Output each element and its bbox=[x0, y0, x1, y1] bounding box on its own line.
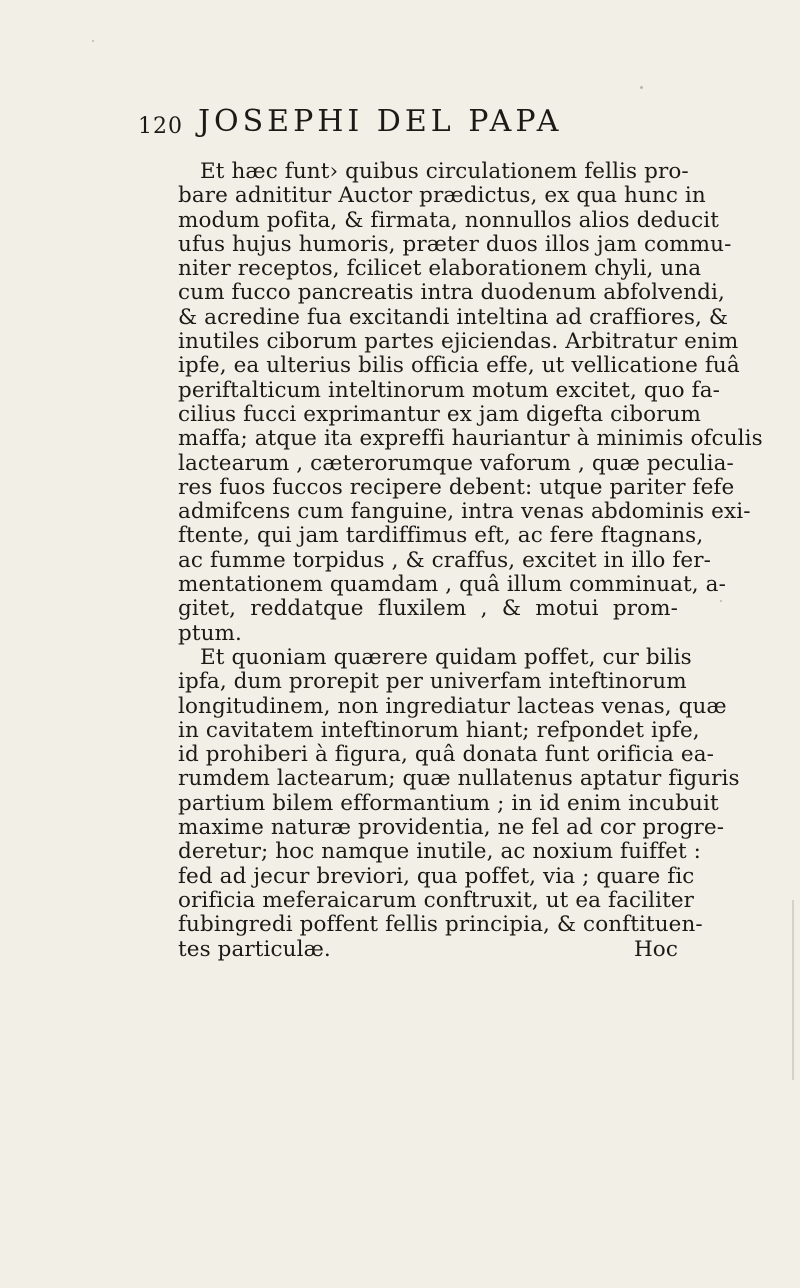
text-line: ptum. bbox=[178, 620, 242, 646]
text-line: Et quoniam quærere quidam poffet, cur bilis bbox=[200, 644, 692, 670]
text-line: inutiles ciborum partes ejiciendas. Arbitratur enim bbox=[178, 329, 739, 355]
page-header bbox=[138, 104, 698, 148]
text-line: longitudinem, non ingrediatur lacteas venas, quæ bbox=[178, 693, 727, 719]
text-line: ufus hujus humoris, præter duos illos jam commu- bbox=[178, 231, 732, 257]
paper-speck bbox=[640, 86, 643, 89]
text-line: fed ad jecur breviori, qua poffet, via ; quare fic bbox=[178, 863, 695, 889]
text-line: cilius fucci exprimantur ex jam digefta ciborum bbox=[178, 401, 701, 427]
text-line: in cavitatem inteftinorum hiant; refpondet ipfe, bbox=[178, 717, 700, 743]
text-line: ac fumme torpidus , & craffus, excitet in illo fer- bbox=[178, 547, 711, 573]
paper-speck bbox=[92, 40, 94, 42]
text-line: & acredine fua excitandi inteltina ad craffiores, & bbox=[178, 304, 729, 330]
body-text bbox=[178, 159, 763, 962]
text-line: rumdem lactearum; quæ nullatenus aptatur figuris bbox=[178, 766, 740, 792]
text-line: ftente, qui jam tardiffimus eft, ac fere ftagnans, bbox=[178, 523, 704, 549]
text-line: lactearum , cæterorumque vaforum , quæ peculia- bbox=[178, 450, 734, 476]
text-line: Et hæc funt› quibus circulationem fellis pro- bbox=[200, 159, 689, 184]
page-edge-shadow bbox=[792, 900, 794, 1080]
text-line: fubingredi poffent fellis principia, & conftituen- bbox=[178, 912, 703, 938]
running-head: JOSEPHI DEL PAPA bbox=[198, 104, 563, 139]
text-line: admifcens cum fanguine, intra venas abdominis exi- bbox=[178, 499, 751, 525]
text-line-end: tes particulæ. bbox=[178, 936, 331, 962]
text-line: niter receptos, fcilicet elaborationem chyli, una bbox=[178, 256, 702, 282]
text-line: partium bilem efformantium ; in id enim incubuit bbox=[178, 790, 719, 816]
text-line-with-catchword bbox=[178, 938, 678, 962]
text-line: periftalticum inteltinorum motum excitet, quo fa- bbox=[178, 377, 720, 403]
text-line: deretur; hoc namque inutile, ac noxium fuiffet : bbox=[178, 839, 701, 865]
text-line: gitet, reddatque fluxilem , & motui prom- bbox=[178, 596, 678, 622]
text-line: id prohiberi à figura, quâ donata funt orificia ea- bbox=[178, 742, 714, 768]
text-line: orificia meferaicarum conftruxit, ut ea faciliter bbox=[178, 887, 695, 913]
text-line: ipfa, dum prorepit per univerfam inteftinorum bbox=[178, 669, 687, 695]
page-number: 120 bbox=[138, 114, 183, 139]
text-line: maffa; atque ita expreffi hauriantur à minimis ofculis bbox=[178, 426, 763, 452]
text-line: cum fucco pancreatis intra duodenum abfolvendi, bbox=[178, 280, 725, 306]
catchword: Hoc bbox=[633, 936, 678, 962]
text-line: res fuos fuccos recipere debent: utque pariter fefe bbox=[178, 474, 735, 500]
text-line: ipfe, ea ulterius bilis officia effe, ut vellicatione fuâ bbox=[178, 353, 740, 379]
paper-speck bbox=[720, 600, 722, 602]
text-line: bare adnititur Auctor prædictus, ex qua hunc in bbox=[178, 183, 706, 209]
text-line: maxime naturæ providentia, ne fel ad cor progre- bbox=[178, 815, 725, 841]
text-line: mentationem quamdam , quâ illum comminuat, a- bbox=[178, 572, 726, 598]
text-line: modum pofita, & firmata, nonnullos alios deducit bbox=[178, 207, 719, 233]
